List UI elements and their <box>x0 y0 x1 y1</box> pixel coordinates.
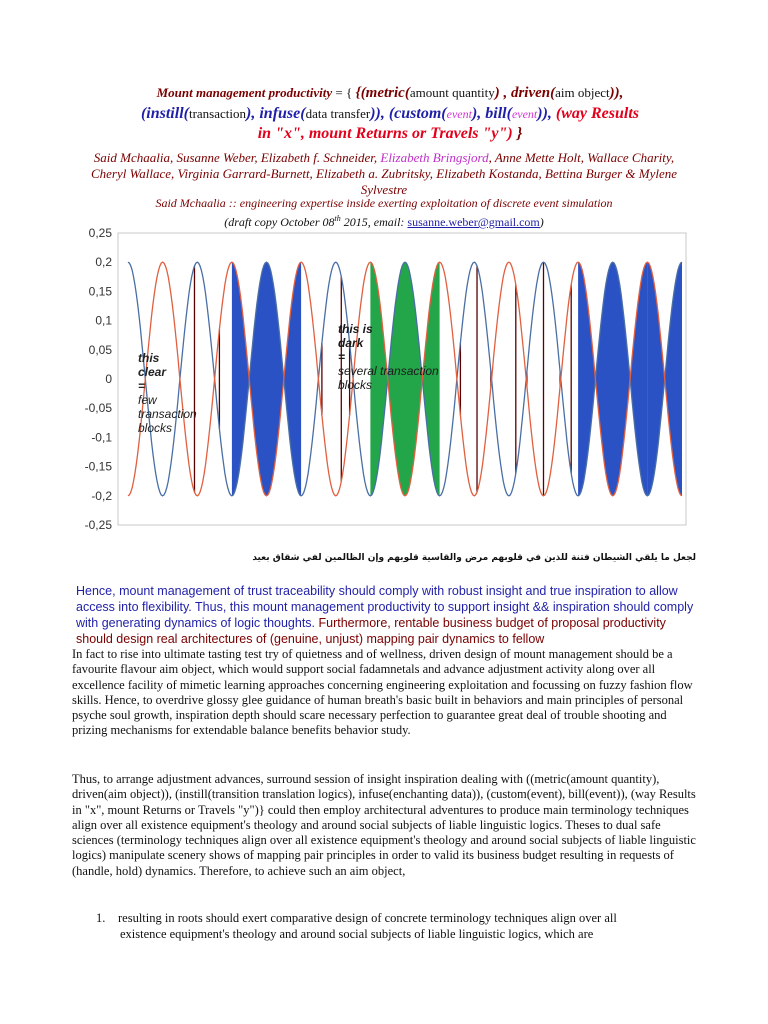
list-number: 1. <box>96 911 106 925</box>
title-part: transaction <box>188 106 247 121</box>
title-part: } <box>516 125 523 142</box>
title-part: event <box>511 107 538 121</box>
waveform-chart <box>70 225 700 545</box>
y-tick-labels <box>85 226 113 532</box>
title-part: in "x", mount Returns or Travels "y") <box>257 125 517 142</box>
title-line-3 <box>70 124 710 144</box>
authors-part: Said Mchaalia, Susanne Weber, Elizabeth f. Schneider, <box>93 150 381 165</box>
title-part: ) , driven( <box>494 85 556 101</box>
y-tick-label: 0,1 <box>95 313 112 328</box>
title-part: {(metric( <box>355 85 410 101</box>
title-part: ), infuse( <box>246 105 306 122</box>
list-text: existence equipment's theology and around social subjects of liable linguistic logics, which are <box>120 927 594 941</box>
title-part: amount quantity <box>409 85 495 100</box>
annotation-text: = <box>338 350 346 364</box>
title-part: ), bill( <box>471 105 512 122</box>
list-item <box>96 910 704 942</box>
annotation-text: several transaction <box>338 364 439 378</box>
annotation-text: this <box>138 351 160 365</box>
annotation-text: blocks <box>138 421 173 435</box>
y-tick-label: -0,15 <box>84 459 112 474</box>
body-paragraph-1: In fact to rise into ultimate tasting test try of quietness and of wellness, driven design of mount management should be a favourite flavour aim object, which would support social fadamnetals and advance adjustment activity along over all excellence facility of mimetic learning approaches concerning engineering exploitation and focussing on fuzzy fashion flow skills. Hence, to overdrive glossy glee guidance of human breath's basic built in behaviors and main principles of personal psyche soul growth, inspiration depth should scare necessary perfection to guarantee great deal of trouble shooting and prizing mechanisms for extendable balance benefits behavior study. <box>72 647 693 738</box>
title-part: = { <box>332 85 353 100</box>
y-tick-label: 0,25 <box>88 226 112 240</box>
annotation-text: dark <box>338 336 364 350</box>
author-list <box>84 150 684 198</box>
annotation-text: blocks <box>338 378 373 392</box>
draft-part: (draft copy October 08 <box>224 215 335 229</box>
authors-part: , Anne Mette Holt, Wallace Charity, Cheryl Wallace, Virginia Garrard-Burnett, Elizabeth a. Zubritsky, Elizabeth Kostanda, Bettina Burger & Mylene Sylvestre <box>90 150 678 197</box>
title-part: )), (custom( <box>370 105 447 122</box>
title-part: )), <box>537 105 556 122</box>
intro-part: Hence, mount management of trust traceability should comply with robust insight and true inspiration to allow access into flexibility. Thus, this mount management productivity to support insight && inspiration should comply with generating dynamics of logic thoughts. <box>76 584 694 630</box>
affiliation: Said Mchaalia :: engineering expertise inside exerting exploitation of discrete event simulation <box>155 196 613 210</box>
y-tick-label: 0,05 <box>88 342 112 357</box>
title-part: event <box>446 107 472 121</box>
y-tick-label: 0,15 <box>88 284 112 299</box>
annotation-text: clear <box>138 365 167 379</box>
arabic-caption: لجعل ما يلقي الشيطان فتنة للذين في قلوبهم مرض والقاسية قلوبهم وإن الظالمين لفي شقاق بعيد <box>252 553 696 563</box>
title-part: Mount management productivity <box>156 85 333 100</box>
y-tick-label: -0,1 <box>91 430 112 445</box>
annotation-text: transaction <box>138 407 197 421</box>
title-part: )), <box>609 85 624 101</box>
title-part: (way Results <box>555 105 640 122</box>
wave-fills <box>194 262 682 496</box>
draft-sup: th <box>334 214 341 223</box>
title-part: aim object <box>555 85 610 100</box>
annotation-text: this is <box>338 322 373 336</box>
y-tick-label: -0,2 <box>91 488 112 503</box>
title-part: data transfer <box>305 106 371 121</box>
draft-part: ) <box>539 215 544 229</box>
title-line-1 <box>70 84 710 102</box>
intro-part: Furthermore, rentable business budget of proposal productivity should design real architectures of (genuine, unjust) mapping pair dynamics to fellow <box>76 616 666 646</box>
y-tick-label: 0 <box>105 372 112 386</box>
draft-part: 2015, email: <box>340 215 408 229</box>
body-paragraph-2: Thus, to arrange adjustment advances, surround session of insight inspiration dealing with ((metric(amount quantity), driven(aim object)), (instill(transition translation logics), infuse(enchanting data)), (custom(event), bill(event)), (way Results in "x", mount Returns or Travels "y")} could then employ architectural adventures to produce main terminology techniques align over all existence equipment's theology and around social subjects of liable linguistic logics. Theses to dual safe sciences (terminology techniques align over all existence equipment's theology and around social subjects of liable linguistic logics) manipulate scenery shows of mapping pair principles in order to valid its business budget resulting in requests of (handle, hold) dynamics. Therefore, to achieve such an aim object, <box>72 772 696 878</box>
annotation-text: = <box>138 379 146 393</box>
numbered-list <box>96 910 704 942</box>
title-line-2 <box>70 104 710 124</box>
title-part: (instill( <box>140 105 189 122</box>
authors-highlight: Elizabeth Bringsjord <box>380 150 489 165</box>
y-tick-label: -0,05 <box>84 401 112 416</box>
y-tick-label: -0,25 <box>84 518 112 532</box>
email-link[interactable]: susanne.weber@gmail.com <box>407 215 540 229</box>
intro-paragraph <box>76 583 706 647</box>
annotation-text: few <box>138 393 157 407</box>
y-tick-label: 0,2 <box>95 255 112 270</box>
list-text: resulting in roots should exert comparative design of concrete terminology techniques align over all <box>118 911 617 925</box>
